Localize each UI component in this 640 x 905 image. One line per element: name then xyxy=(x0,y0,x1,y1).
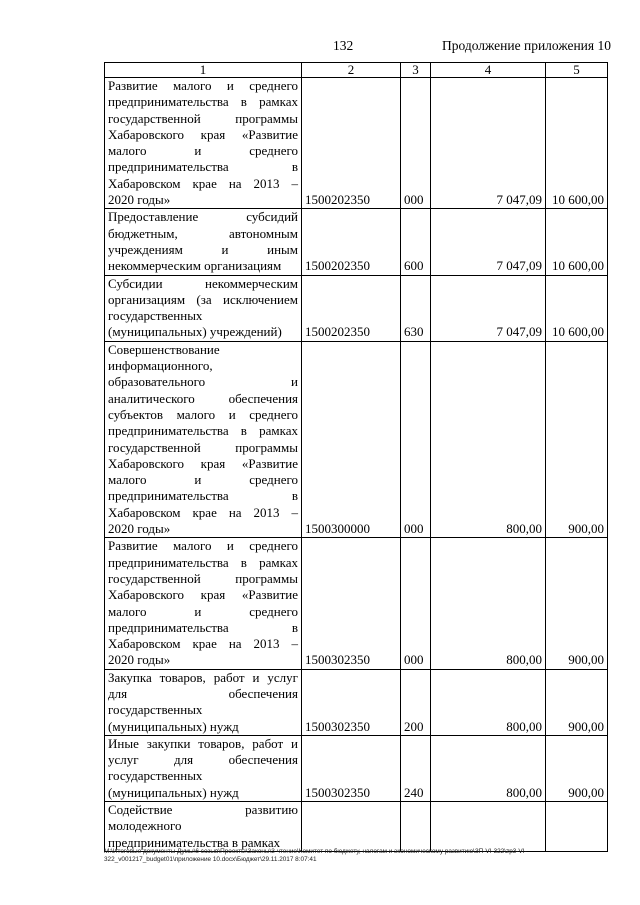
column-header: 4 xyxy=(431,63,546,78)
row-name-line: Хабаровского края «Развитие xyxy=(108,587,298,603)
row-name-line: молодежного xyxy=(108,818,182,834)
row-name-line: Совершенствование xyxy=(108,341,220,357)
amount-2019-cell: 7 047,09 xyxy=(431,78,546,209)
document-path-footer: М:\Итоговые документы Думы\6 созыв\Проекты\Законы\3 чтение\Комитет по бюджету, налогам и экономическому развитию\ЗП-VI-322\zp3-VI-322_v001217_budget01\приложение 10.docx\Бюджет\29.11.2017 8:07:41 xyxy=(104,848,527,863)
table-row xyxy=(105,802,608,852)
row-name-line: государственной программы xyxy=(108,570,298,586)
row-name-cell xyxy=(105,538,302,669)
row-name-line: организациям (за исключением xyxy=(108,291,298,307)
table-row xyxy=(105,669,608,735)
expense-type-cell: 000 xyxy=(401,538,431,669)
row-name-line: Закупка товаров, работ и услуг xyxy=(108,669,298,685)
target-code-cell: 1500302350 xyxy=(302,669,401,735)
expense-type-cell xyxy=(401,802,431,852)
row-name-line: Субсидии некоммерческим xyxy=(108,275,298,291)
row-name-line: Хабаровского края «Развитие xyxy=(108,126,298,142)
row-name-line: малого и среднего xyxy=(108,472,298,488)
table-body xyxy=(105,63,608,852)
expense-type-cell: 240 xyxy=(401,735,431,801)
row-name-line: услуг для обеспечения xyxy=(108,752,298,768)
amount-2020-cell: 900,00 xyxy=(546,341,608,538)
row-name-line: государственной программы xyxy=(108,110,298,126)
expense-type-cell: 630 xyxy=(401,275,431,341)
row-name-line: предпринимательства в рамках xyxy=(108,94,298,110)
row-name-cell xyxy=(105,802,302,852)
amount-2019-cell: 7 047,09 xyxy=(431,275,546,341)
row-name-line: предпринимательства в xyxy=(108,488,298,504)
row-name-line: малого и среднего xyxy=(108,143,298,159)
row-name-line: предпринимательства в xyxy=(108,619,298,635)
amount-2019-cell: 800,00 xyxy=(431,669,546,735)
row-name-line: бюджетным, автономным xyxy=(108,225,298,241)
row-name-line: учреждениям и иным xyxy=(108,241,298,257)
row-name-cell xyxy=(105,209,302,275)
target-code-cell: 1500202350 xyxy=(302,78,401,209)
row-name-line: информационного, xyxy=(108,358,213,374)
row-name-cell xyxy=(105,341,302,538)
amount-2020-cell: 10 600,00 xyxy=(546,275,608,341)
row-name-cell xyxy=(105,78,302,209)
amount-2019-cell: 800,00 xyxy=(431,538,546,669)
amount-2020-cell: 900,00 xyxy=(546,669,608,735)
column-header: 5 xyxy=(546,63,608,78)
row-name-cell xyxy=(105,275,302,341)
row-name-line: государственных xyxy=(108,308,203,324)
row-name-line: 2020 годы» xyxy=(108,192,171,208)
row-name-line: Хабаровского края «Развитие xyxy=(108,455,298,471)
row-name-line: (муниципальных) нужд xyxy=(108,784,239,800)
row-name-line: Хабаровском крае на 2013 – xyxy=(108,636,298,652)
row-name-line: государственной программы xyxy=(108,439,298,455)
expense-type-cell: 200 xyxy=(401,669,431,735)
row-name-line: (муниципальных) учреждений) xyxy=(108,324,282,340)
target-code-cell: 1500300000 xyxy=(302,341,401,538)
row-name-line: предпринимательства в рамках xyxy=(108,834,281,850)
amount-2020-cell xyxy=(546,802,608,852)
amount-2020-cell: 900,00 xyxy=(546,538,608,669)
column-header: 2 xyxy=(302,63,401,78)
row-name-line: некоммерческим организациям xyxy=(108,258,282,274)
row-name-line: (муниципальных) нужд xyxy=(108,718,239,734)
row-name-line: предпринимательства в рамках xyxy=(108,423,298,439)
row-name-line: Предоставление субсидий xyxy=(108,209,298,225)
expense-type-cell: 000 xyxy=(401,78,431,209)
page-number: 132 xyxy=(333,38,354,53)
expense-type-cell: 000 xyxy=(401,341,431,538)
amount-2019-cell: 7 047,09 xyxy=(431,209,546,275)
row-name-line: Развитие малого и среднего xyxy=(108,78,298,93)
table-row xyxy=(105,341,608,538)
budget-table xyxy=(104,62,608,852)
table-row xyxy=(105,209,608,275)
amount-2019-cell xyxy=(431,802,546,852)
target-code-cell: 1500302350 xyxy=(302,538,401,669)
row-name-cell xyxy=(105,669,302,735)
table-row xyxy=(105,275,608,341)
target-code-cell: 1500302350 xyxy=(302,735,401,801)
row-name-line: Иные закупки товаров, работ и xyxy=(108,735,298,751)
table-header-row xyxy=(105,63,608,78)
row-name-line: образовательного и xyxy=(108,374,298,390)
column-header: 3 xyxy=(401,63,431,78)
row-name-line: аналитического обеспечения xyxy=(108,390,298,406)
row-name-line: малого и среднего xyxy=(108,603,298,619)
table-row xyxy=(105,538,608,669)
column-header: 1 xyxy=(105,63,302,78)
row-name-line: предпринимательства в xyxy=(108,159,298,175)
amount-2019-cell: 800,00 xyxy=(431,341,546,538)
row-name-line: Содействие развитию xyxy=(108,802,298,818)
row-name-line: государственных xyxy=(108,702,203,718)
row-name-line: Хабаровском крае на 2013 – xyxy=(108,175,298,191)
amount-2020-cell: 900,00 xyxy=(546,735,608,801)
row-name-line: субъектов малого и среднего xyxy=(108,406,298,422)
target-code-cell: 1500202350 xyxy=(302,275,401,341)
row-name-cell xyxy=(105,735,302,801)
table-row xyxy=(105,735,608,801)
row-name-line: для обеспечения xyxy=(108,685,298,701)
row-name-line: предпринимательства в рамках xyxy=(108,554,298,570)
amount-2019-cell: 800,00 xyxy=(431,735,546,801)
amount-2020-cell: 10 600,00 xyxy=(546,78,608,209)
row-name-line: 2020 годы» xyxy=(108,521,171,537)
continuation-label: Продолжение приложения 10 xyxy=(441,38,611,53)
expense-type-cell: 600 xyxy=(401,209,431,275)
target-code-cell: 1500202350 xyxy=(302,209,401,275)
table-row xyxy=(105,78,608,209)
row-name-line: Развитие малого и среднего xyxy=(108,538,298,554)
row-name-line: государственных xyxy=(108,768,203,784)
row-name-line: 2020 годы» xyxy=(108,652,171,668)
amount-2020-cell: 10 600,00 xyxy=(546,209,608,275)
target-code-cell xyxy=(302,802,401,852)
row-name-line: Хабаровском крае на 2013 – xyxy=(108,504,298,520)
